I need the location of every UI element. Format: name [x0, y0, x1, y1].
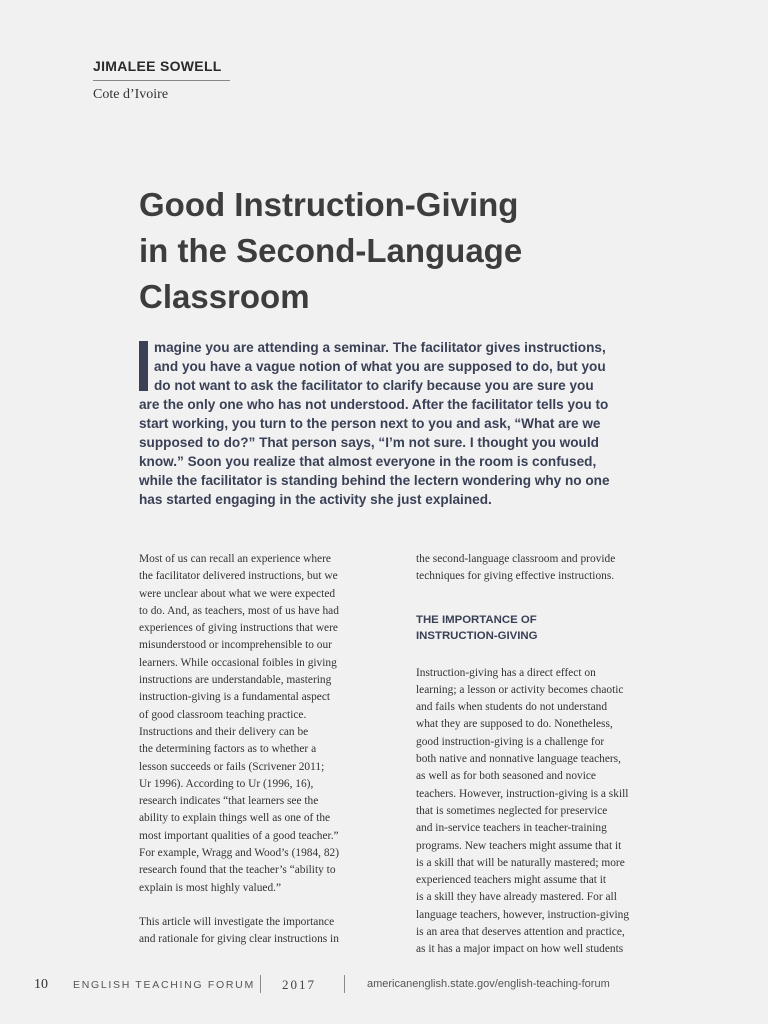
text-line: language teachers, however, instruction-giving: [416, 908, 630, 921]
text-line: research indicates “that learners see the: [139, 795, 319, 808]
text-line: teachers. However, instruction-giving is a skill: [416, 787, 629, 800]
text-line: and rationale for giving clear instructions in: [139, 933, 339, 946]
text-line: that is sometimes neglected for preservice: [416, 804, 608, 817]
text-line: learners. While occasional foibles in giving: [139, 656, 337, 669]
text-line: most important qualities of a good teacher.”: [139, 829, 339, 842]
lede-line: and you have a vague notion of what you are supposed to do, but you: [154, 359, 606, 374]
text-line: instructions are understandable, mastering: [139, 674, 332, 687]
text-line: to do. And, as teachers, most of us have had: [139, 604, 339, 617]
lede-line: know.” Soon you realize that almost everyone in the room is confused,: [139, 454, 597, 469]
title-line: in the Second-Language: [139, 232, 523, 269]
text-line: what they are supposed to do. Nonetheless,: [416, 718, 613, 731]
lede-line: are the only one who has not understood. After the facilitator tells you to: [139, 397, 609, 412]
text-line: is a skill that will be naturally mastered; more: [416, 856, 625, 869]
text-line: good instruction-giving is a challenge for: [416, 735, 605, 748]
text-line: and fails when students do not understand: [416, 701, 608, 714]
paragraph-importance: [416, 665, 678, 959]
journal-url: americanenglish.state.gov/english-teaching-forum: [367, 978, 610, 990]
page-footer: [0, 974, 768, 996]
text-line: as well as for both seasoned and novice: [416, 770, 596, 783]
paragraph-article-purpose: [139, 914, 394, 949]
text-line: as it has a major impact on how well students: [416, 943, 624, 956]
lede-line: start working, you turn to the person next to you and ask, “What are we: [139, 416, 601, 431]
paragraph-intro: [139, 551, 394, 897]
text-line: lesson succeeds or fails (Scrivener 2011;: [139, 760, 325, 773]
text-line: ability to explain things well as one of the: [139, 812, 331, 825]
text-line: For example, Wragg and Wood’s (1984, 82): [139, 847, 340, 860]
text-line: explain is most highly valued.”: [139, 881, 282, 894]
title-line: Good Instruction-Giving: [139, 186, 519, 223]
paragraph-gap: [139, 897, 394, 914]
lede-line: has started engaging in the activity she just explained.: [139, 492, 492, 507]
title-line: Classroom: [139, 278, 310, 315]
text-line: instruction-giving is a fundamental aspect: [139, 691, 331, 704]
text-line: both native and nonnative language teachers,: [416, 753, 621, 766]
section-heading-line: INSTRUCTION-GIVING: [416, 629, 538, 642]
text-line: of good classroom teaching practice.: [139, 708, 307, 721]
section-heading-line: THE IMPORTANCE OF: [416, 613, 537, 626]
publication-year: 2017: [282, 977, 316, 992]
lede-line: magine you are attending a seminar. The facilitator gives instructions,: [154, 340, 606, 355]
text-line: programs. New teachers might assume that it: [416, 839, 622, 852]
author-country: Cote d’Ivoire: [93, 87, 169, 102]
lede-paragraph: [139, 338, 679, 509]
lede-line: do not want to ask the facilitator to clarify because you are sure you: [154, 378, 594, 393]
text-line: the second-language classroom and provide: [416, 553, 616, 565]
text-line: the determining factors as to whether a: [139, 743, 317, 756]
author-name: JIMALEE SOWELL: [93, 58, 230, 81]
drop-cap-i: [139, 341, 148, 391]
text-line: learning; a lesson or activity becomes chaotic: [416, 683, 624, 696]
lede-line: supposed to do?” That person says, “I’m not sure. I thought you would: [139, 435, 599, 450]
text-line: This article will investigate the importance: [139, 915, 335, 928]
section-heading: [416, 612, 678, 644]
journal-name: ENGLISH TEACHING FORUM: [73, 979, 255, 991]
lede-line: while the facilitator is standing behind the lectern wondering why no one: [139, 473, 610, 488]
footer-divider: [260, 975, 261, 993]
text-line: experiences of giving instructions that were: [139, 622, 338, 635]
text-line: and in-service teachers in teacher-training: [416, 822, 607, 835]
text-line: Instruction-giving has a direct effect on: [416, 666, 596, 679]
body-column-left: [139, 551, 394, 949]
text-line: is an area that deserves attention and practice,: [416, 926, 625, 939]
author-block: [93, 58, 230, 103]
text-line: the facilitator delivered instructions, but we: [139, 570, 338, 583]
text-line: Most of us can recall an experience where: [139, 553, 331, 565]
text-line: experienced teachers might assume that it: [416, 874, 607, 887]
text-line: is a skill they have already mastered. For all: [416, 891, 617, 904]
text-line: were unclear about what we were expected: [139, 587, 336, 600]
text-line: research found that the teacher’s “ability to: [139, 864, 336, 877]
text-line: Ur 1996). According to Ur (1996, 16),: [139, 777, 314, 790]
text-line: Instructions and their delivery can be: [139, 725, 309, 738]
text-line: misunderstood or incomprehensible to our: [139, 639, 332, 652]
article-title: [139, 182, 699, 320]
paragraph-article-purpose-continued: [416, 551, 678, 586]
text-line: techniques for giving effective instructions.: [416, 570, 615, 583]
page-number: 10: [34, 977, 48, 992]
body-column-right: [416, 551, 678, 959]
footer-divider: [344, 975, 345, 993]
